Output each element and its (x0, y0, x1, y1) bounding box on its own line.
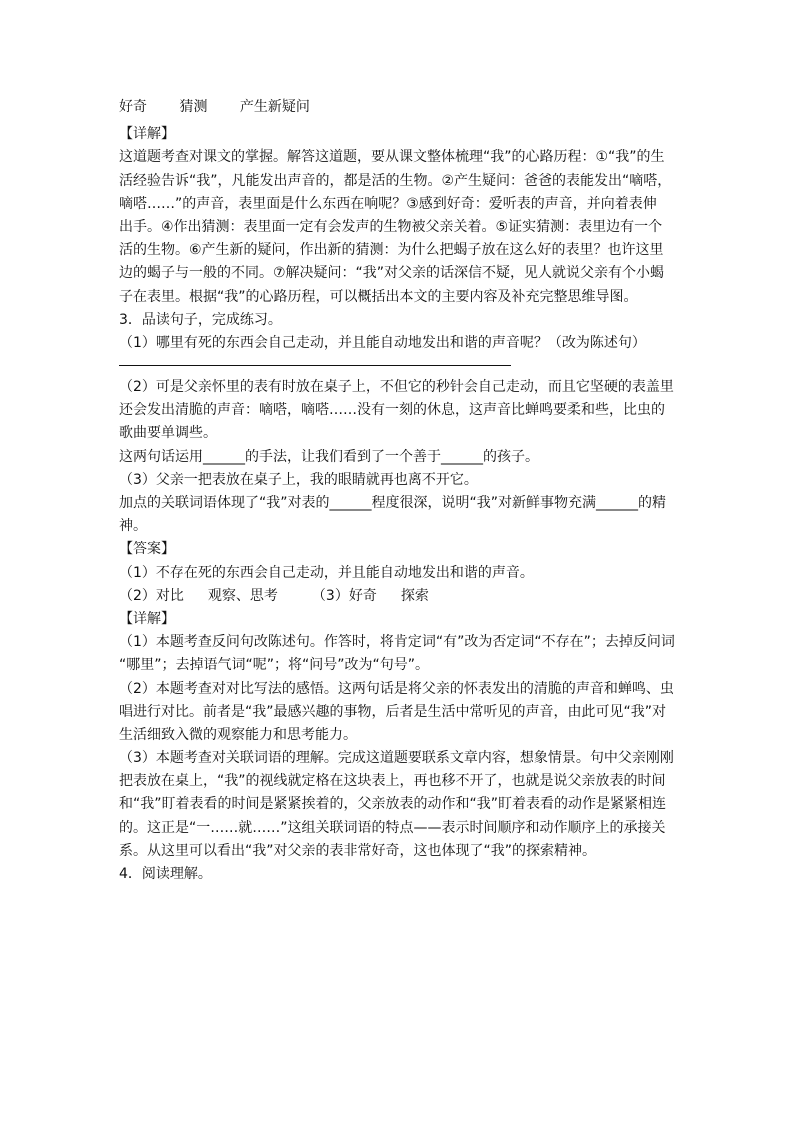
keyword: 产生新疑问 (239, 99, 310, 115)
text-line: （2）本题考查对对比写法的感悟。这两句话是将父亲的怀表发出的清脆的声音和蝉鸣、虫 (119, 680, 674, 697)
text-line: （3）本题考查对关联词语的理解。完成这道题要联系文章内容，想象情景。句中父亲刚刚 (119, 750, 674, 767)
question-title: 4．阅读理解。 (119, 866, 212, 882)
text-line: 神。 (119, 518, 147, 535)
detail-heading: 【详解】 (119, 126, 175, 143)
text-line: 歌曲要单调些。 (119, 425, 217, 442)
text-line: 和“我”盯着表看的时间是紧紧挨着的，父亲放表的动作和“我”盯着表看的动作是紧紧相连 (119, 796, 667, 813)
text-line: 这两句话运用______的手法，让我们看到了一个善于______的孩子。 (119, 448, 539, 465)
answer-text: （2）对比 (119, 587, 184, 604)
question-item (119, 376, 679, 469)
text-line: （1）本题考查反问句改陈述句。作答时，将肯定词“有”改为否定词“不存在”；去掉反问词 (119, 634, 675, 651)
detail-paragraph (119, 631, 679, 863)
document-content (119, 96, 679, 886)
text-line: 系。从这里可以看出“我”对父亲的表非常好奇，这也体现了“我”的探索精神。 (119, 842, 597, 859)
text-line: 的。这正是“一……就……”这组关联词语的特点——表示时间顺序和动作顺序上的承接关 (119, 819, 666, 836)
answer-text: 探索 (400, 587, 429, 604)
text-line: 子在表里。根据“我”的心路历程，可以概括出本文的主要内容及补充完整思维导图。 (119, 288, 638, 305)
text-line: （2）可是父亲怀里的表有时放在桌子上，不但它的秒针会自己走动，而且它坚硬的表盖里 (119, 379, 674, 396)
question-item: （1）哪里有死的东西会自己走动，并且能自动地发出和谐的声音呢？（改为陈述句） (119, 334, 646, 351)
text-line: 出手。④作出猜测：表里面一定有会发声的生物被父亲关着。⑤证实猜测：表里边有一个 (119, 218, 663, 235)
text-line: 活经验告诉“我”，凡能发出声音的，都是活的生物。②产生疑问：爸爸的表能发出“嘀嗒， (119, 172, 672, 189)
detail-paragraph (119, 146, 679, 308)
question-item (119, 469, 679, 539)
answer-item: （1）不存在死的东西会自己走动，并且能自动地发出和谐的声音。 (119, 564, 534, 581)
answer-keywords-row (119, 96, 679, 119)
text-line: “哪里”；去掉语气词“呢”；将“问号”改为“句号”。 (119, 657, 430, 674)
text-line: （3）父亲一把表放在桌子上，我的眼睛就再也离不开它。 (119, 471, 478, 488)
answer-blank-line (119, 365, 511, 366)
text-line: 生活细致入微的观察能力和思考能力。 (119, 726, 357, 743)
detail-heading: 【详解】 (119, 610, 175, 627)
text-line: 活的生物。⑥产生新的疑问，作出新的猜测：为什么把蝎子放在这么好的表里？也许这里 (119, 242, 664, 259)
text-line: 嘀嗒……”的声音，表里面是什么东西在响呢？③感到好奇：爱听表的声音，并向着表伸 (119, 195, 657, 212)
keyword: 好奇 (119, 99, 147, 115)
text-line: 边的蝎子与一般的不同。⑦解决疑问：“我”对父亲的话深信不疑，见人就说父亲有个小蝎 (119, 265, 665, 282)
question-title: 3．品读句子，完成练习。 (119, 311, 282, 328)
text-line: 这道题考查对课文的掌握。解答这道题，要从课文整体梳理“我”的心路历程：①“我”的生 (119, 149, 665, 166)
text-line: 唱进行对比。前者是“我”最感兴趣的事物，后者是生活中常听见的声音，由此可见“我”对 (119, 703, 667, 720)
keyword: 猜测 (179, 99, 208, 115)
answer-item (119, 585, 679, 608)
text-line: 加点的关联词语体现了“我”对表的______程度很深，说明“我”对新鲜事物充满______的精 (119, 495, 667, 511)
text-line: 把表放在桌上，“我”的视线就定格在这块表上，再也移不开了，也就是说父亲放表的时间 (119, 773, 666, 790)
text-line: 还会发出清脆的声音：嘀嗒，嘀嗒……没有一刻的休息，这声音比蝉鸣要柔和些，比虫的 (119, 402, 665, 419)
answer-heading: 【答案】 (119, 541, 175, 558)
answer-text: 观察、思考 (207, 587, 278, 604)
answer-text: （3）好奇 (311, 587, 377, 604)
